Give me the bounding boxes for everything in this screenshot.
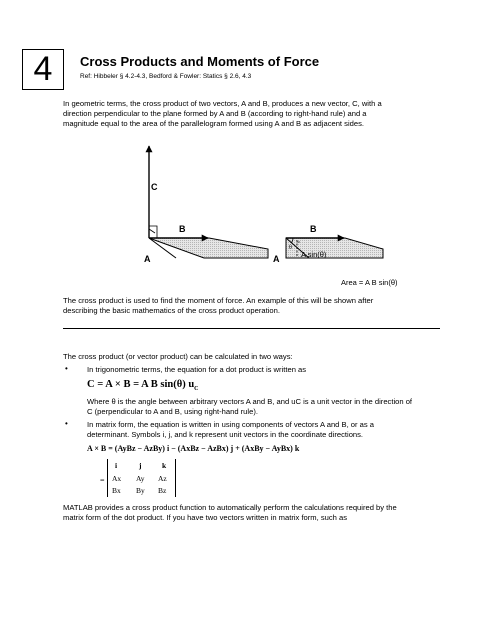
- bullet2-line-2: determinant. Symbols i, j, and k represent unit vectors in the coordinate directions.: [87, 430, 364, 440]
- right-angle-mark-a: [149, 229, 155, 233]
- where-paragraph: [87, 397, 487, 417]
- moment-note-line-2: describing the basic mathematics of the cross product operation.: [63, 306, 280, 316]
- label-c: C: [151, 182, 158, 192]
- moment-note: [63, 296, 483, 316]
- intro-line-1: In geometric terms, the cross product of two vectors, A and B, produces a new vector, C, with a: [63, 99, 382, 108]
- bullet2-line-1: In matrix form, the equation is written in using components of vectors A and B, or as a: [87, 420, 375, 429]
- where-line-2: C (perpendicular to A and B, using right-hand rule).: [87, 407, 258, 417]
- bullet1-text: In trigonometric terms, the equation for a dot product is written as: [87, 365, 307, 374]
- matlab-paragraph: [63, 503, 488, 523]
- intro-line-3: magnitude equal to the area of the parallelogram formed using A and B as adjacent sides.: [63, 119, 364, 129]
- reference-line: Ref: Hibbeler § 4.2-4.3, Bedford & Fowler: Statics § 2.6, 4.3: [80, 73, 252, 80]
- matrix-r2c1: Ax: [112, 474, 122, 483]
- label-a-left: A: [144, 254, 151, 264]
- matrix-r1c3: k: [162, 461, 167, 470]
- matrix-r3c1: Bx: [112, 486, 121, 495]
- cross-product-figure: [0, 140, 495, 305]
- matrix-r1c2: j: [139, 461, 142, 470]
- left-parallelogram: [149, 238, 268, 258]
- chapter-number-box: [22, 49, 64, 90]
- equation-matrix-expanded: A × B = (AyBz − AzBy) i − (AxBz − AzBx) j + (AxBy − AyBx) k: [87, 444, 300, 453]
- intro-paragraph: [63, 99, 483, 130]
- equals-sign: =: [100, 476, 105, 485]
- label-area: Area = A B sin(θ): [341, 278, 398, 287]
- section-divider: [63, 328, 440, 329]
- label-height: A sin(θ): [301, 250, 327, 259]
- bullet-dot-2: •: [65, 419, 68, 428]
- section2-intro: The cross product (or vector product) can be calculated in two ways:: [63, 352, 293, 361]
- matrix-r2c2: Ay: [136, 474, 145, 483]
- matlab-line-1: MATLAB provides a cross product function to automatically perform the calculations required by the: [63, 503, 397, 512]
- label-a-right: A: [273, 254, 280, 264]
- matrix-r1c1: i: [115, 461, 118, 470]
- equation-trig-text: C = A × B = A B sin(θ) u: [87, 379, 195, 390]
- intro-line-2: direction perpendicular to the plane formed by A and B (according to right-hand rule) and a: [63, 109, 367, 119]
- matrix-r2c3: Az: [158, 474, 167, 483]
- chapter-number: 4: [33, 50, 53, 88]
- bullet2-text: [87, 420, 487, 440]
- matrix-r3c2: By: [136, 486, 145, 495]
- label-b-right: B: [310, 224, 317, 234]
- matrix-r3c3: Bz: [158, 486, 167, 495]
- label-theta: θ: [289, 245, 292, 251]
- bullet-dot-1: •: [65, 364, 68, 373]
- page-title: Cross Products and Moments of Force: [80, 54, 320, 69]
- matlab-line-2: matrix form of the dot product. If you have two vectors written in matrix form, such as: [63, 513, 348, 523]
- moment-note-line-1: The cross product is used to find the moment of force. An example of this will be shown after: [63, 296, 374, 305]
- equation-trig-sub: C: [194, 386, 199, 393]
- equation-trig: [87, 379, 199, 392]
- label-b-left: B: [179, 224, 186, 234]
- where-line-1: Where θ is the angle between arbitrary vectors A and B, and uC is a unit vector in the direction of: [87, 397, 413, 406]
